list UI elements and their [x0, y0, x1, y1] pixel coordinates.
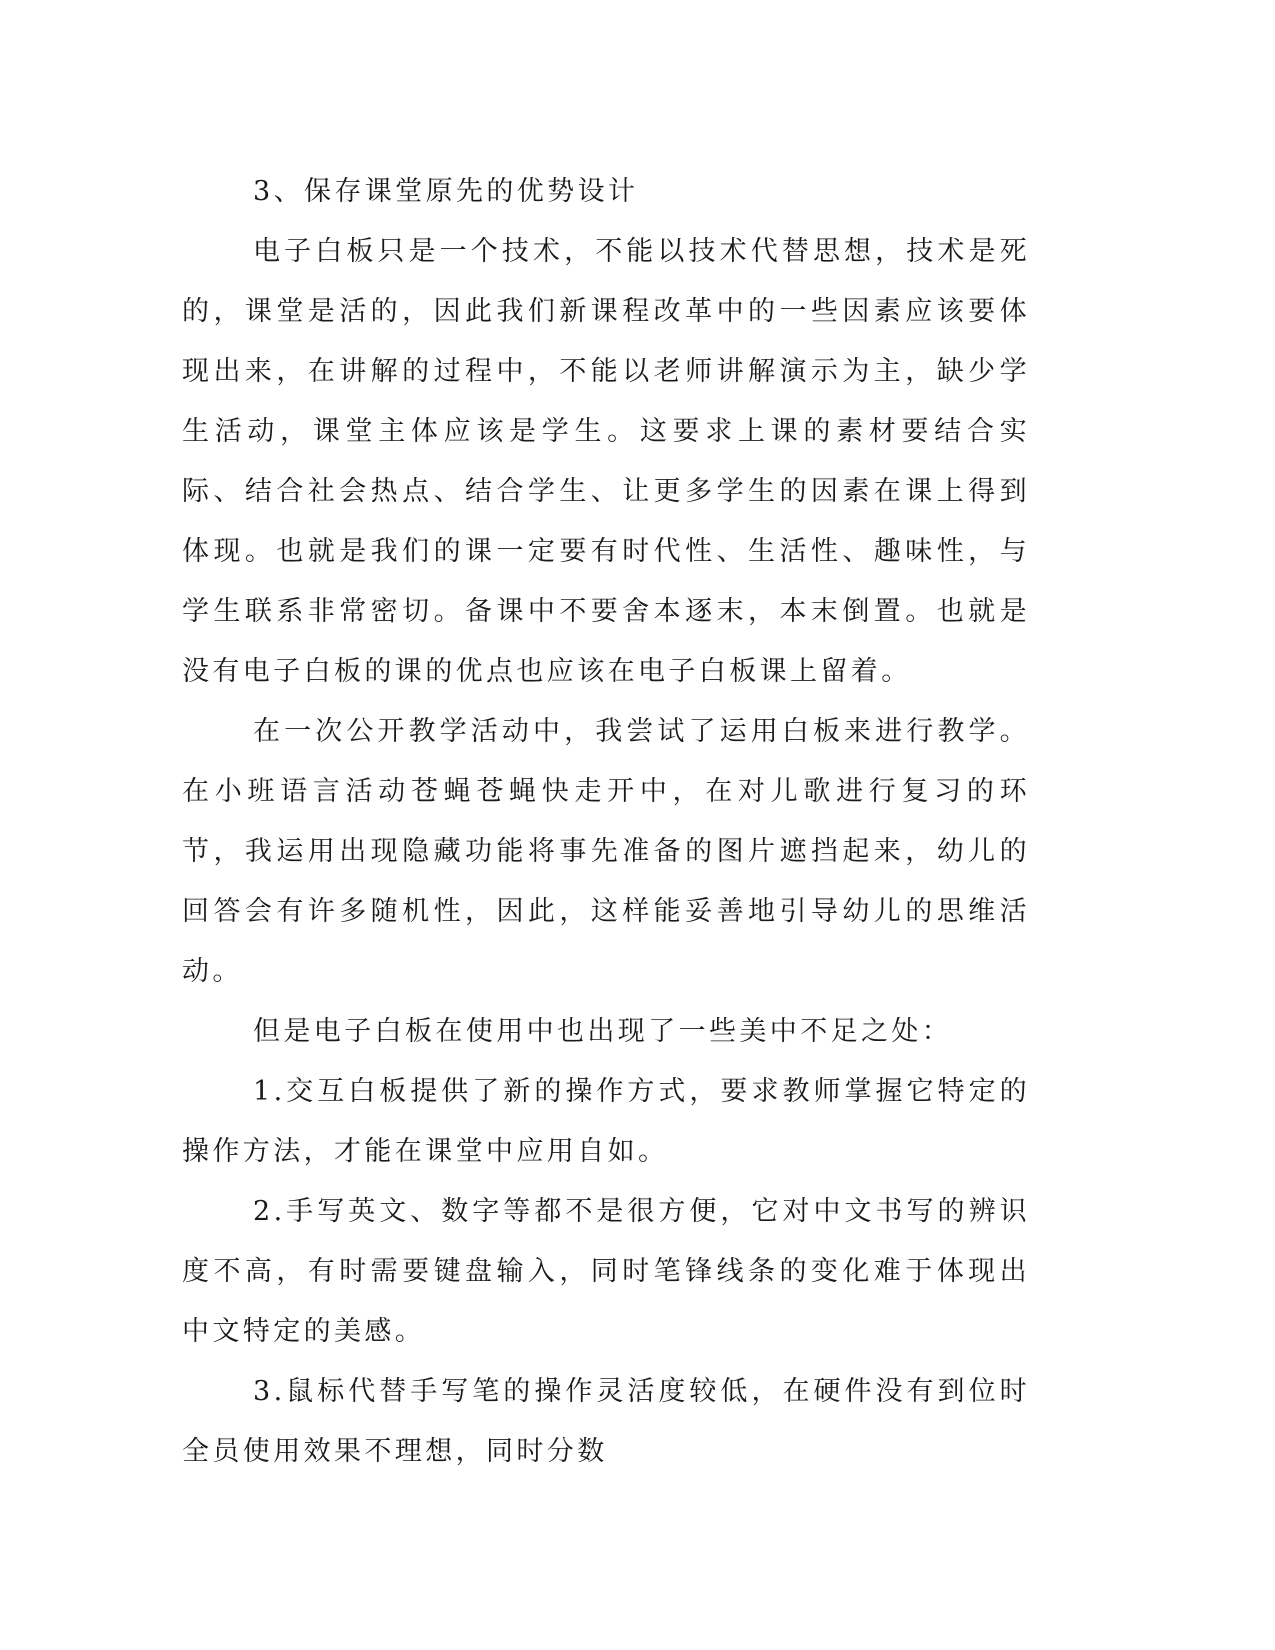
- list-item-2: 2.手写英文、数字等都不是很方便，它对中文书写的辨识度不高，有时需要键盘输入，同时笔锋线条的变化难于体现出中文特定的美感。: [182, 1196, 1030, 1347]
- list-item-3: 3.鼠标代替手写笔的操作灵活度较低，在硬件没有到位时全员使用效果不理想，同时分数: [182, 1376, 1030, 1467]
- paragraph-shortcomings-intro: 但是电子白板在使用中也出现了一些美中不足之处：: [253, 1016, 953, 1047]
- section-heading: 3、保存课堂原先的优势设计: [253, 176, 639, 207]
- document-body: [182, 162, 1030, 1482]
- paragraph-whiteboard-technique: 电子白板只是一个技术，不能以技术代替思想，技术是死的，课堂是活的，因此我们新课程改革中的一些因素应该要体现出来，在讲解的过程中，不能以老师讲解演示为主，缺少学生活动，课堂主体应该是学生。这要求上课的素材要结合实际、结合社会热点、结合学生、让更多学生的因素在课上得到体现。也就是我们的课一定要有时代性、生活性、趣味性，与学生联系非常密切。备课中不要舍本逐末，本末倒置。也就是没有电子白板的课的优点也应该在电子白板课上留着。: [182, 236, 1030, 687]
- list-item-1: 1.交互白板提供了新的操作方式，要求教师掌握它特定的操作方法，才能在课堂中应用自如。: [182, 1076, 1030, 1167]
- paragraph-open-class: 在一次公开教学活动中，我尝试了运用白板来进行教学。在小班语言活动苍蝇苍蝇快走开中，在对儿歌进行复习的环节，我运用出现隐藏功能将事先准备的图片遮挡起来，幼儿的回答会有许多随机性，因此，这样能妥善地引导幼儿的思维活动。: [182, 716, 1030, 987]
